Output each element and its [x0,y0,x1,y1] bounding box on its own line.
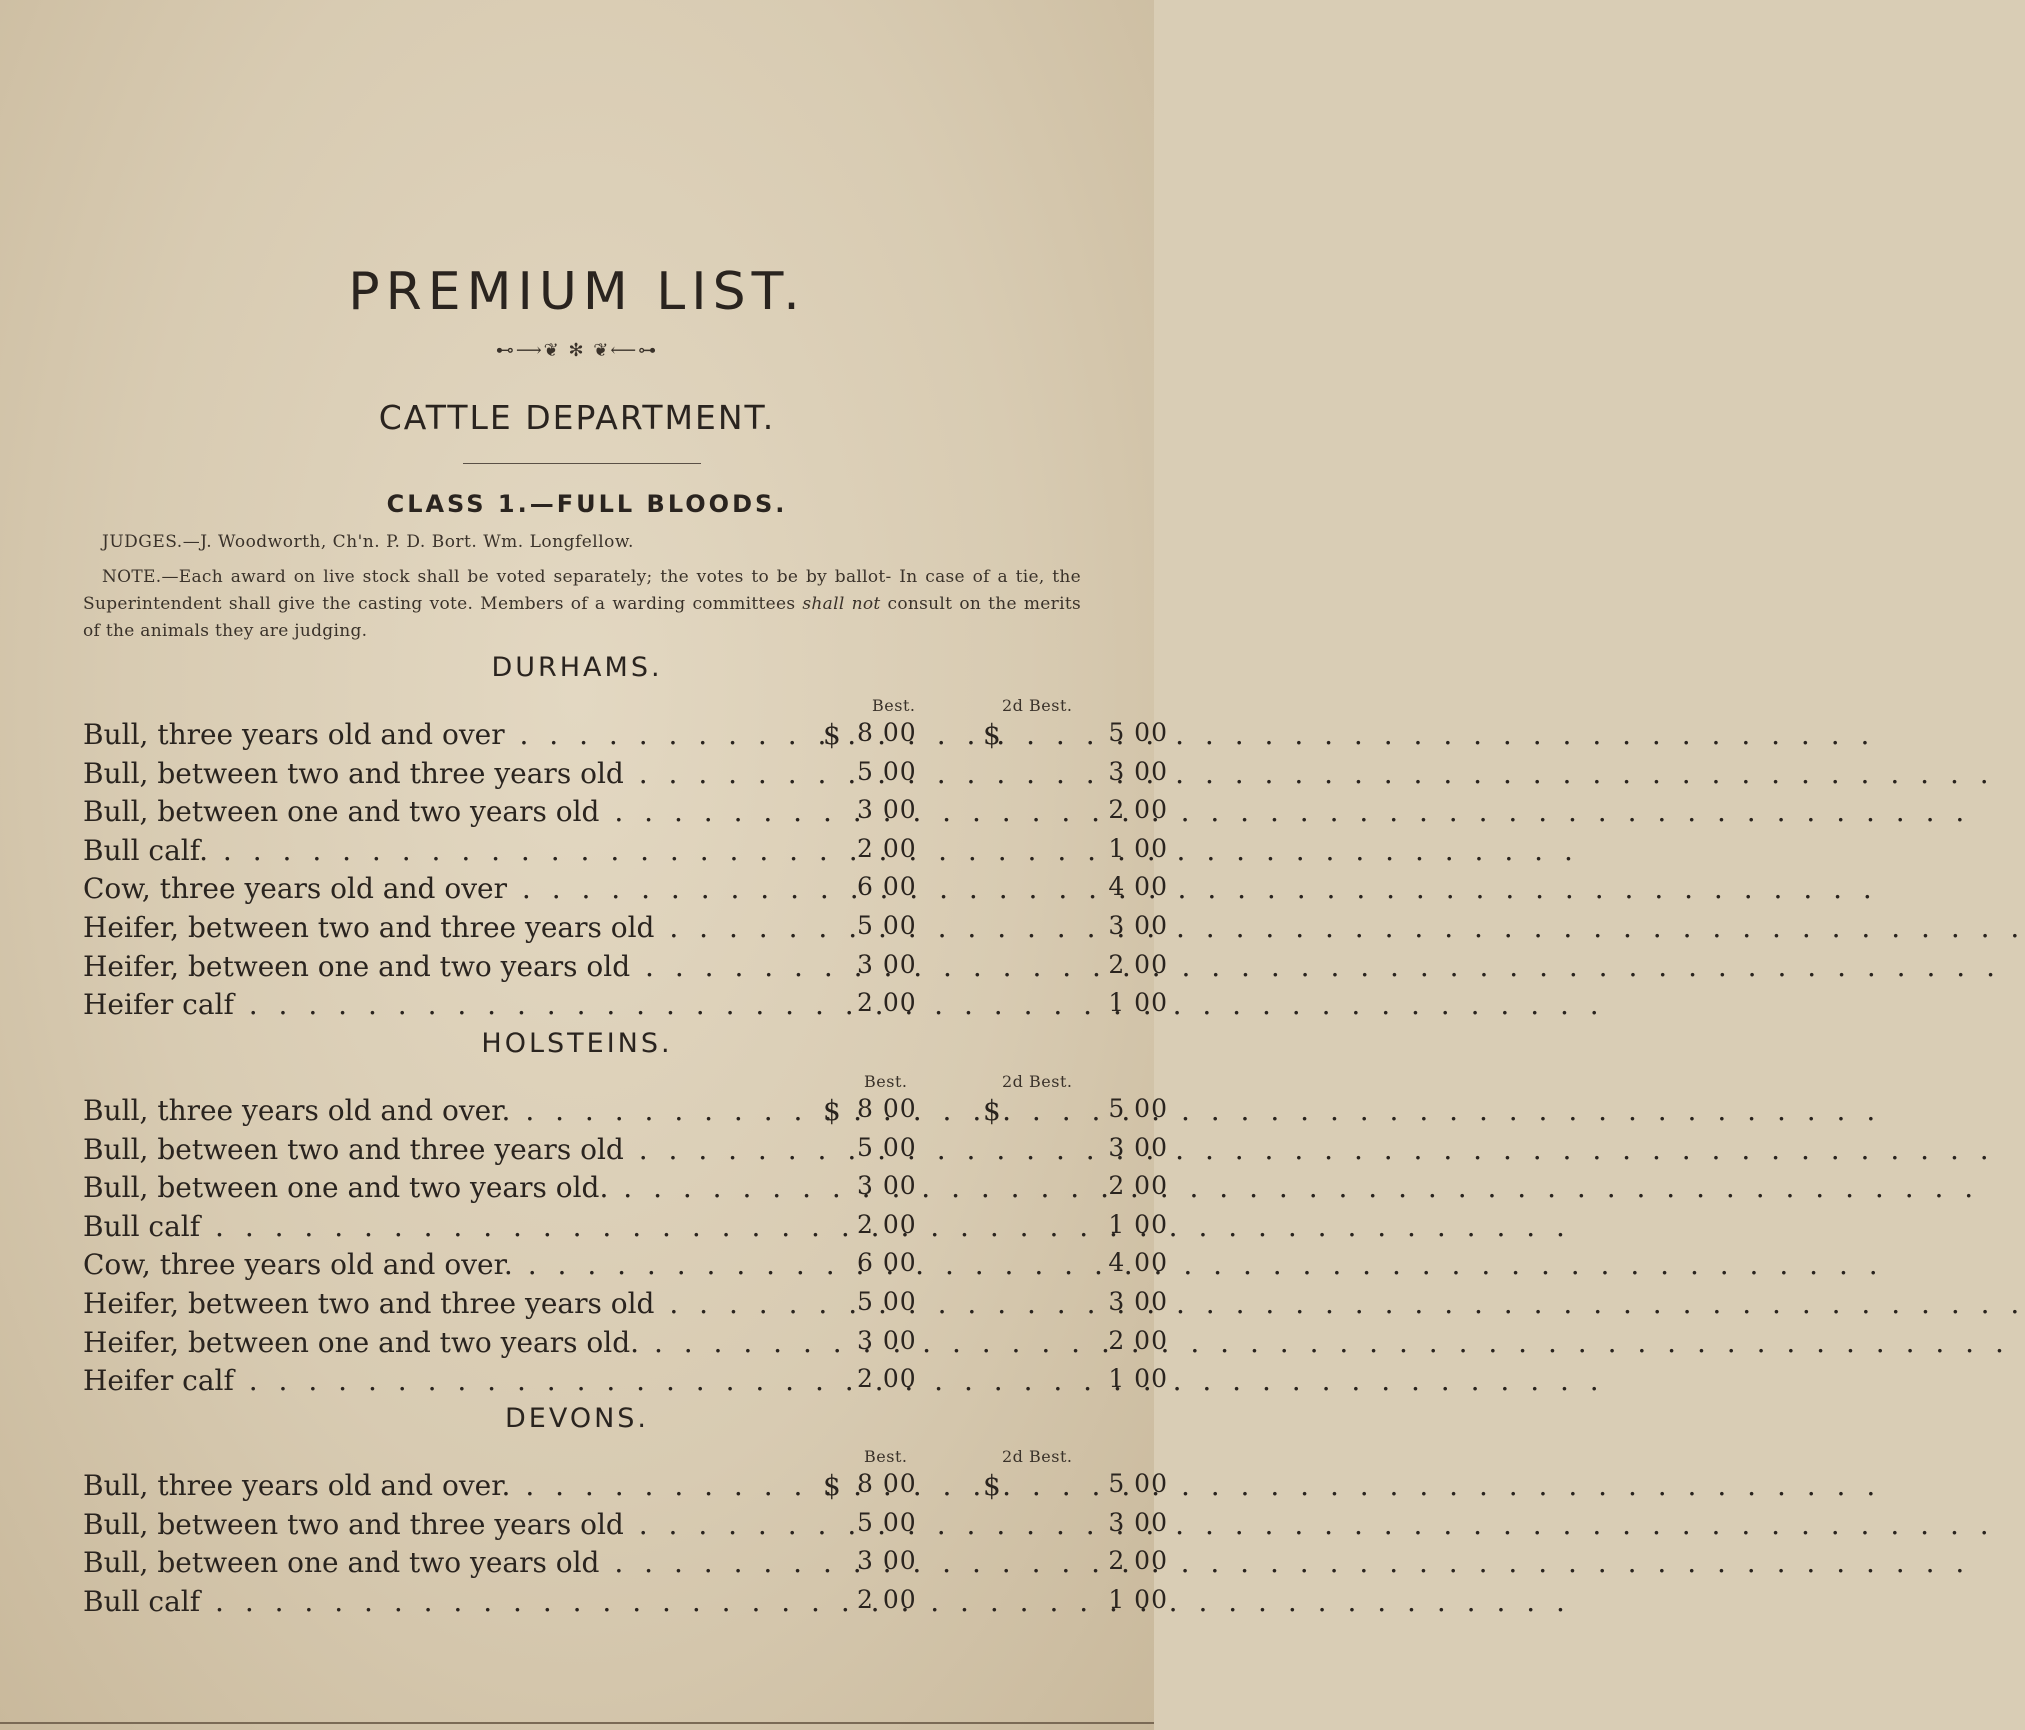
best-dollar-sign: $ [823,1469,841,1502]
second-best-amount: 3 00 [1108,757,1168,786]
best-amount: 2 00 [857,834,917,863]
best-dollar-sign: $ [823,718,841,751]
premium-row-label: Cow, three years old and over . . . [83,872,823,905]
column-header-best: Best. [872,696,916,715]
second-best-amount: 1 00 [1108,1210,1168,1239]
premium-row [83,1171,1168,1209]
best-amount: 3 00 [857,950,917,979]
best-amount: 8 00 [857,1094,917,1123]
note-text-2: consult on the merits of the animals they are judging. [83,594,1081,641]
premium-row [83,1287,1168,1325]
second-best-amount: 2 00 [1108,795,1168,824]
class-heading: CLASS 1.—FULL BLOODS. [386,490,788,518]
premium-row [83,911,1168,949]
best-amount: 2 00 [857,988,917,1017]
judges-line: JUDGES.—J. Woodworth, Ch'n. P. D. Bort. Wm. Longfellow. [102,532,634,552]
premium-row [83,1364,1168,1402]
second-best-amount: 5 00 [1108,718,1168,747]
premium-row-label: Bull, between two and three years old . . . [83,1508,823,1541]
second-best-amount: 1 00 [1108,1364,1168,1393]
second-dollar-sign: $ [983,1469,1001,1502]
best-dollar-sign: $ [823,1094,841,1127]
premium-row-label: Bull, three years old and over . . . [83,718,823,751]
second-best-amount: 1 00 [1108,988,1168,1017]
premium-row [83,1210,1168,1248]
department-heading: CATTLE DEPARTMENT. [378,398,776,437]
premium-row-label: Heifer, between two and three years old . . . [83,911,823,944]
premium-row-label: Bull, between two and three years old . . . [83,1133,823,1166]
note-emphasis: shall not [802,594,881,614]
premium-row-label: Heifer, between one and two years old . . . [83,950,823,983]
premium-row [83,795,1168,833]
second-best-amount: 4 00 [1108,1248,1168,1277]
second-best-amount: 3 00 [1108,1133,1168,1162]
premium-row-label: Bull calf . . . [83,1210,823,1243]
premium-row-label: Heifer, between two and three years old . . . [83,1287,823,1320]
premium-row [83,1585,1168,1623]
premium-row [83,718,1168,756]
best-amount: 8 00 [857,718,917,747]
second-best-amount: 5 00 [1108,1469,1168,1498]
best-amount: 2 00 [857,1210,917,1239]
best-amount: 3 00 [857,795,917,824]
premium-row-label: Cow, three years old and over. . . . [83,1248,823,1281]
premium-row-label: Bull, three years old and over. . . . [83,1094,823,1127]
best-amount: 2 00 [857,1364,917,1393]
premium-row [83,872,1168,910]
column-header-best: Best. [864,1072,908,1091]
page-bottom-edge [0,1722,1154,1724]
second-best-amount: 4 00 [1108,872,1168,901]
premium-row-label: Heifer calf . . . [83,1364,823,1397]
second-dollar-sign: $ [983,1094,1001,1127]
best-amount: 5 00 [857,1287,917,1316]
column-header-second-best: 2d Best. [1002,1447,1073,1466]
best-amount: 3 00 [857,1171,917,1200]
premium-row-label: Heifer, between one and two years old. . . . [83,1326,823,1359]
best-amount: 8 00 [857,1469,917,1498]
second-best-amount: 5 00 [1108,1094,1168,1123]
column-header-second-best: 2d Best. [1002,696,1073,715]
premium-row [83,1546,1168,1584]
second-best-amount: 3 00 [1108,911,1168,940]
premium-row [83,834,1168,872]
ornament-divider: ⊷⟶❦ ✻ ❦⟵⊶ [495,340,659,361]
premium-row-label: Bull calf. . . . [83,834,823,867]
note-paragraph [83,564,1081,645]
premium-row [83,1469,1168,1507]
premium-row-label: Heifer calf . . . [83,988,823,1021]
best-amount: 6 00 [857,1248,917,1277]
second-best-amount: 2 00 [1108,1171,1168,1200]
premium-row-label: Bull, between one and two years old . . . [83,795,823,828]
premium-row-label: Bull, between one and two years old. . . . [83,1171,823,1204]
premium-row [83,950,1168,988]
second-best-amount: 3 00 [1108,1287,1168,1316]
page-title: PREMIUM LIST. [348,262,806,322]
best-amount: 3 00 [857,1326,917,1355]
best-amount: 5 00 [857,1133,917,1162]
premium-row [83,1094,1168,1132]
premium-row [83,1133,1168,1171]
second-best-amount: 1 00 [1108,834,1168,863]
second-dollar-sign: $ [983,718,1001,751]
note-lead: NOTE. [102,567,162,587]
best-amount: 5 00 [857,911,917,940]
best-amount: 5 00 [857,757,917,786]
premium-row-label: Bull, three years old and over. . . . [83,1469,823,1502]
section-title: HOLSTEINS. [481,1028,673,1059]
heading-rule [463,463,701,464]
second-best-amount: 3 00 [1108,1508,1168,1537]
premium-row [83,1326,1168,1364]
premium-row-label: Bull, between one and two years old . . . [83,1546,823,1579]
best-amount: 2 00 [857,1585,917,1614]
premium-row-label: Bull calf . . . [83,1585,823,1618]
section-title: DURHAMS. [491,652,663,683]
second-best-amount: 1 00 [1108,1585,1168,1614]
second-best-amount: 2 00 [1108,950,1168,979]
second-best-amount: 2 00 [1108,1546,1168,1575]
premium-row [83,1248,1168,1286]
column-header-best: Best. [864,1447,908,1466]
note-text-1: —Each award on live stock shall be voted separately; the votes to be by ballot- In case of a tie, the Superintendent shall give the casting vote. Members of a warding committees [83,567,1081,614]
best-amount: 5 00 [857,1508,917,1537]
column-header-second-best: 2d Best. [1002,1072,1073,1091]
premium-row-label: Bull, between two and three years old . . . [83,757,823,790]
premium-row [83,988,1168,1026]
best-amount: 6 00 [857,872,917,901]
best-amount: 3 00 [857,1546,917,1575]
second-best-amount: 2 00 [1108,1326,1168,1355]
premium-row [83,757,1168,795]
section-title: DEVONS. [504,1403,650,1434]
premium-row [83,1508,1168,1546]
